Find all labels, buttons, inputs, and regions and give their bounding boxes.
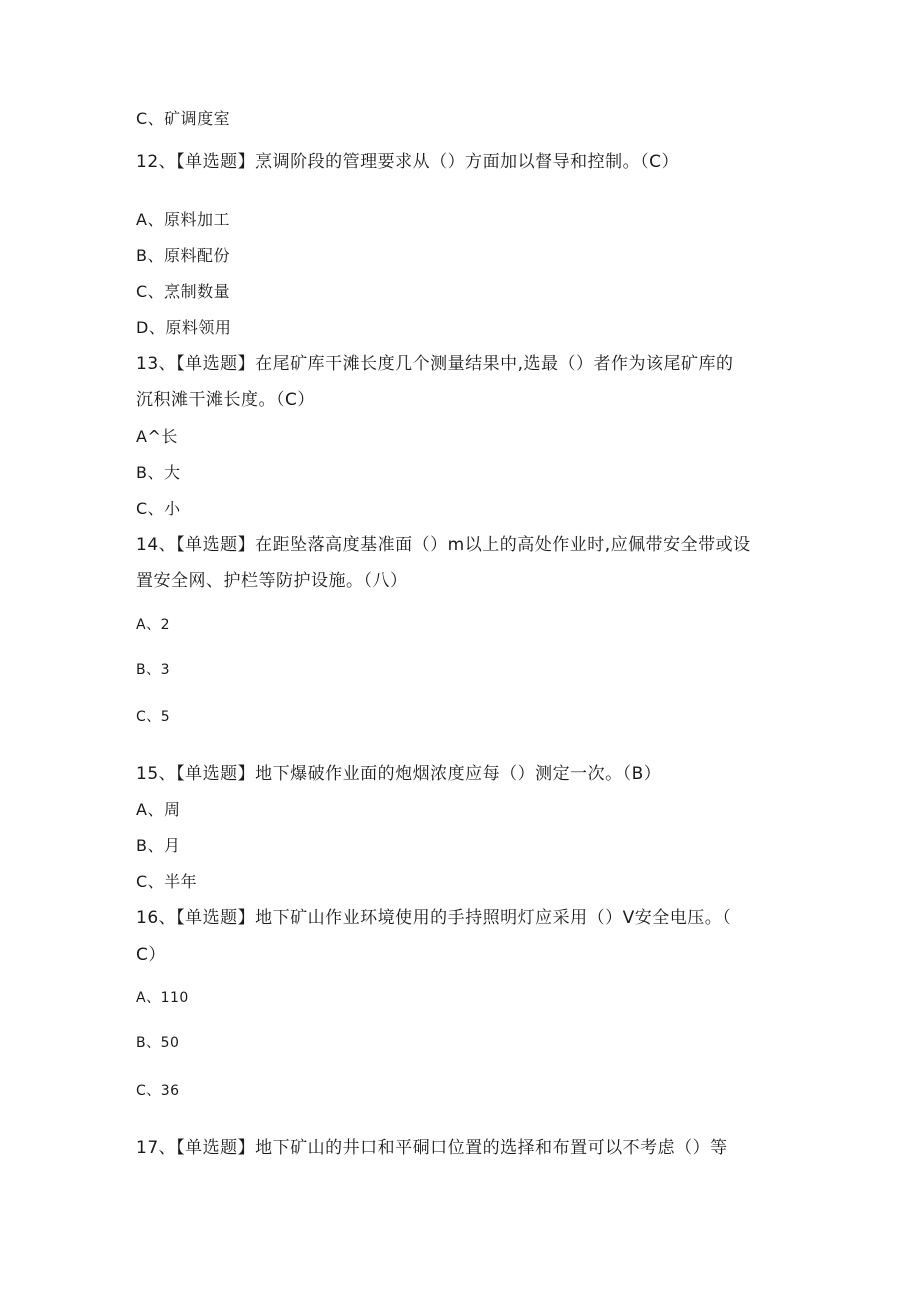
option-b-q14: B、3: [136, 662, 171, 678]
question-14-cont: 置安全网、护栏等防护设施。（八）: [136, 571, 408, 591]
option-b-q15: B、月: [136, 836, 181, 855]
option-a-q12: A、原料加工: [136, 210, 230, 229]
question-14: 14、【单选题】在距坠落高度基准面（）m以上的高处作业时,应佩带安全带或设: [136, 535, 751, 555]
option-c-q16: C、36: [136, 1083, 180, 1099]
option-c-q12: C、烹制数量: [136, 282, 231, 301]
option-d-q12: D、原料领用: [136, 318, 232, 337]
option-c-q15: C、半年: [136, 872, 198, 891]
option-c-q14: C、5: [136, 709, 171, 725]
option-c-q11: C、矿调度室: [136, 109, 231, 128]
option-c-q13: C、小: [136, 499, 181, 518]
question-13: 13、【单选题】在尾矿库干滩长度几个测量结果中,选最（）者作为该尾矿库的: [136, 354, 734, 374]
option-a-q14: A、2: [136, 617, 170, 633]
question-16: 16、【单选题】地下矿山作业环境使用的手持照明灯应采用（）V安全电压。（: [136, 908, 732, 928]
option-b-q12: B、原料配份: [136, 246, 230, 265]
question-17: 17、【单选题】地下矿山的井口和平硐口位置的选择和布置可以不考虑（）等: [136, 1138, 728, 1158]
option-b-q13: B、大: [136, 463, 181, 482]
question-15: 15、【单选题】地下爆破作业面的炮烟浓度应每（）测定一次。（B）: [136, 764, 662, 784]
question-12: 12、【单选题】烹调阶段的管理要求从（）方面加以督导和控制。（C）: [136, 152, 680, 172]
option-a-q16: A、110: [136, 990, 189, 1006]
question-16-cont: C）: [136, 945, 166, 965]
question-13-cont: 沉积滩干滩长度。（C）: [136, 390, 315, 410]
option-b-q16: B、50: [136, 1035, 180, 1051]
option-a-q13: A^长: [136, 427, 178, 446]
option-a-q15: A、周: [136, 800, 181, 819]
